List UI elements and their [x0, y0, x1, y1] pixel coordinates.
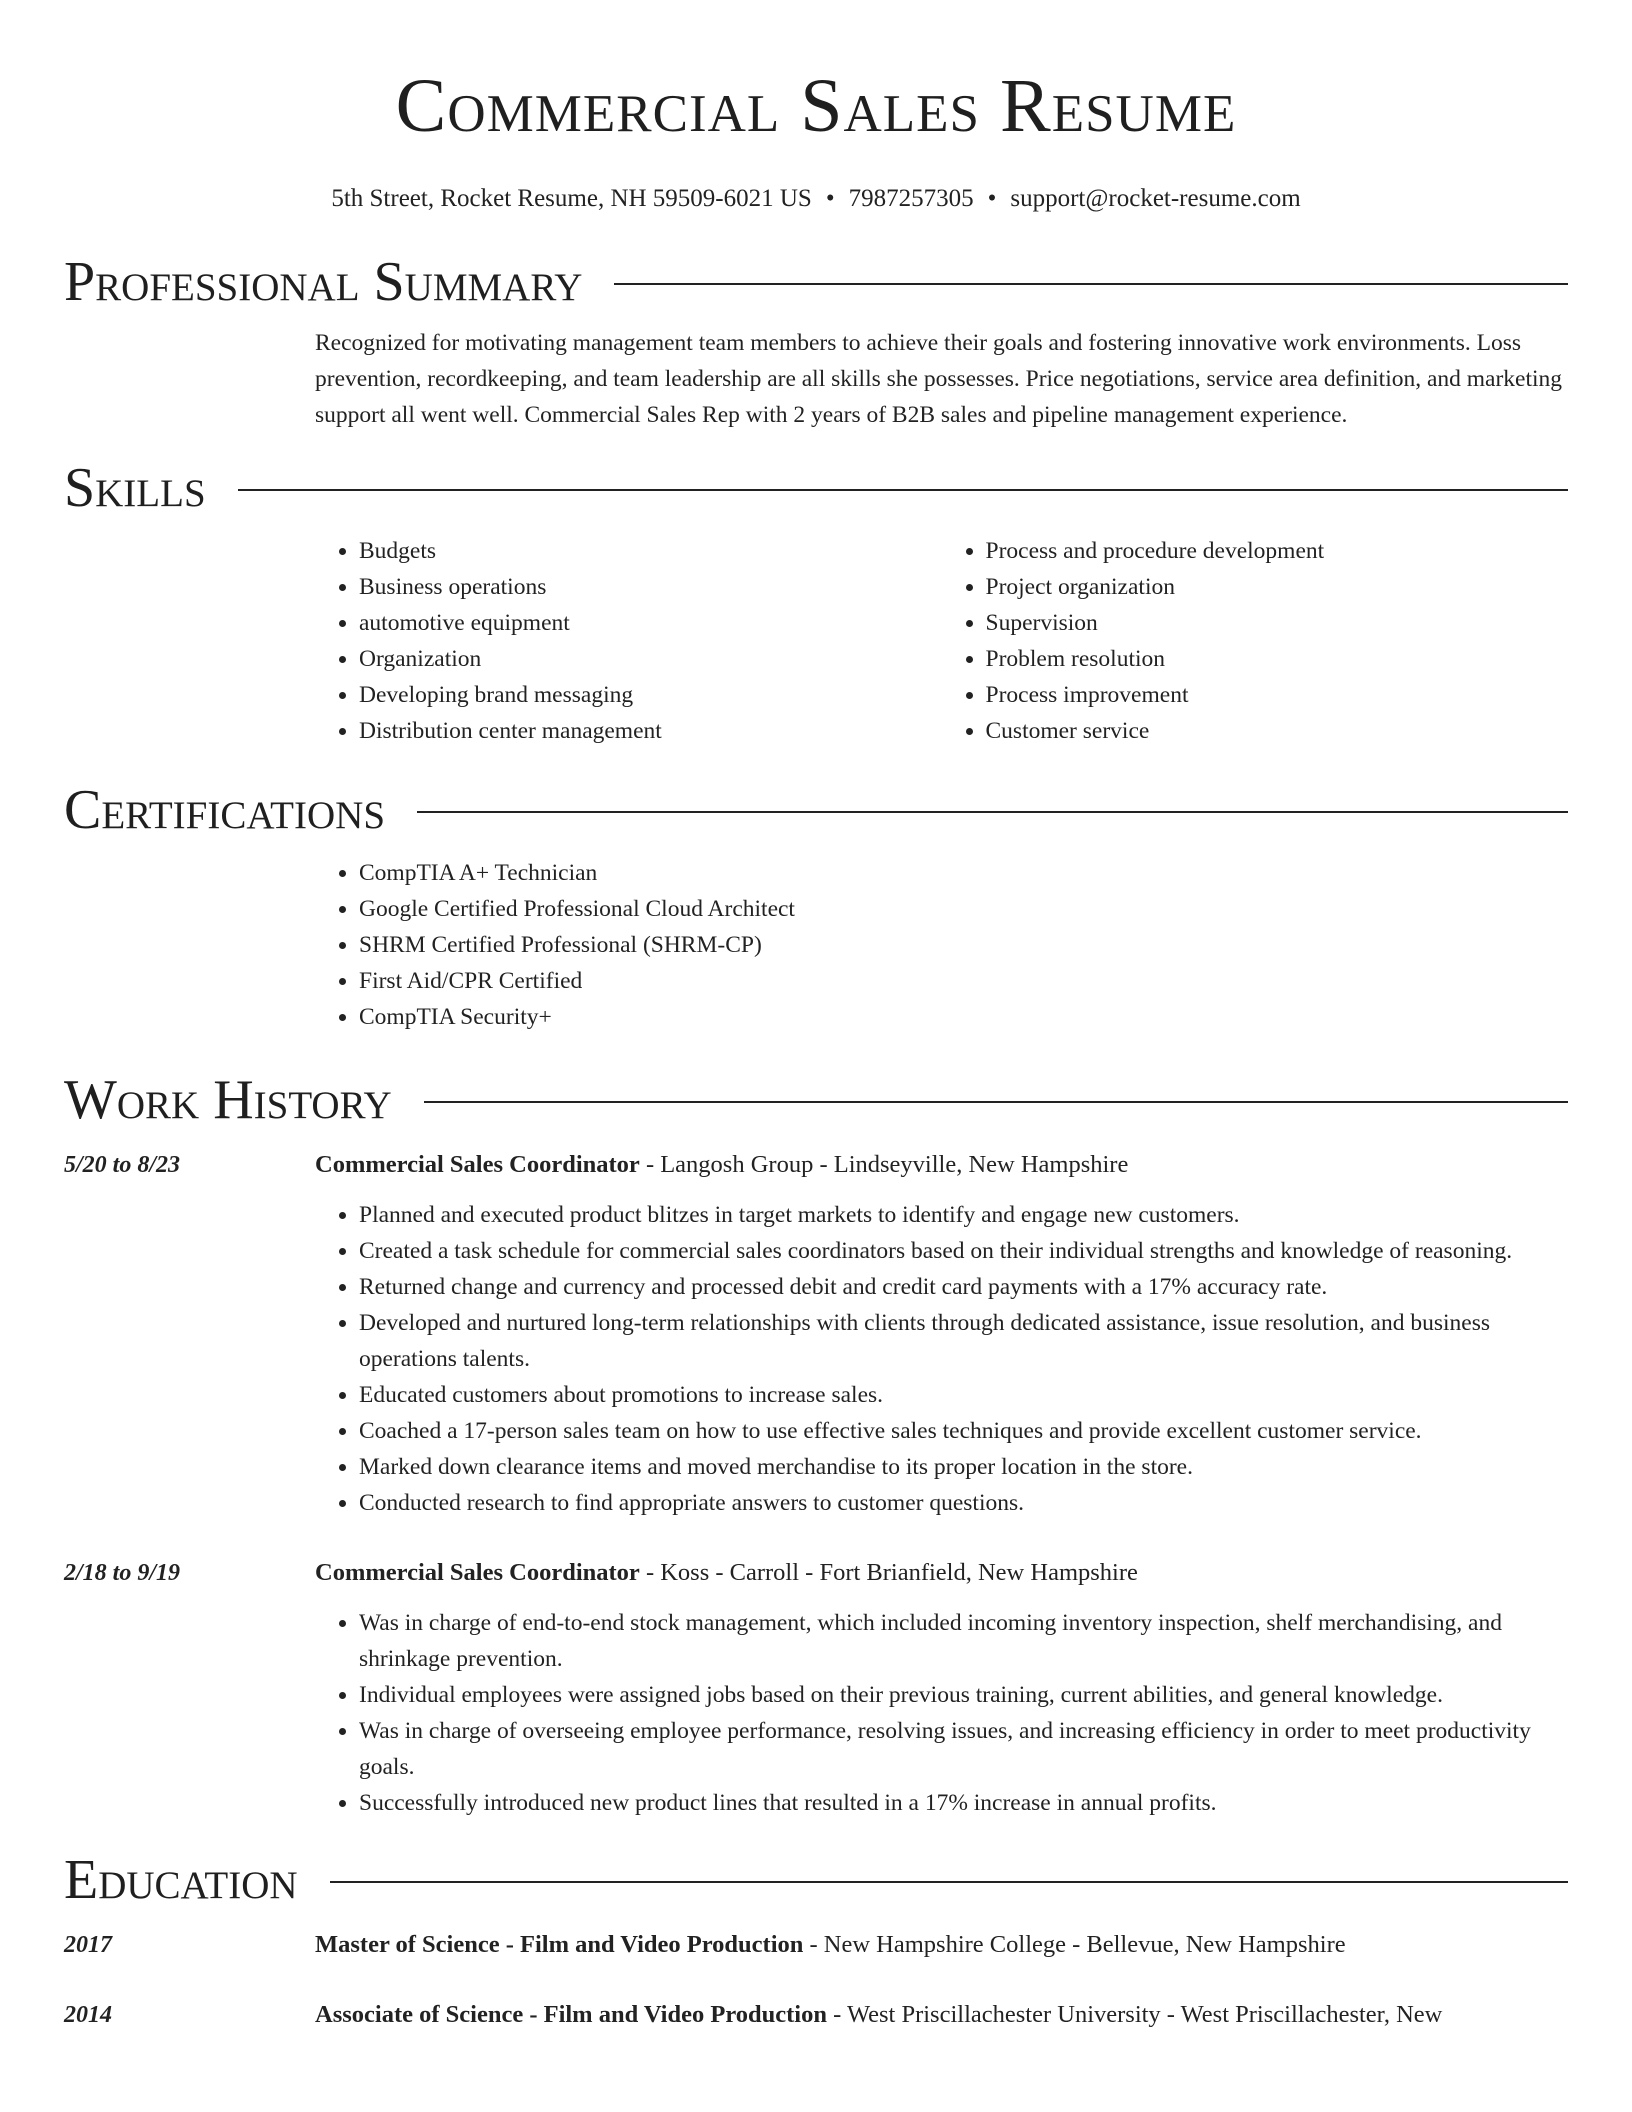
- work-history-section: [64, 1065, 1568, 1821]
- job-entry: [64, 1147, 1568, 1521]
- job-entry: [64, 1555, 1568, 1821]
- contact-separator: •: [825, 185, 835, 212]
- education-details: [315, 1927, 1568, 1963]
- contact-address: 5th Street, Rocket Resume, NH 59509-6021 US: [331, 185, 812, 212]
- job-role: Commercial Sales Coordinator: [315, 1559, 640, 1586]
- education-year: 2017: [64, 1932, 112, 1958]
- job-bullet: • Individual employees were assigned jobs based on their previous training, current abilities, and general knowledge.: [359, 1677, 1568, 1713]
- section-title: Professional Summary: [64, 251, 583, 313]
- summary-section: [64, 247, 1568, 433]
- job-bullet: • Developed and nurtured long-term relationships with clients through dedicated assistance, issue resolution, and business operations talents.: [359, 1305, 1568, 1377]
- education-year: 2014: [64, 2002, 112, 2028]
- section-title: Certifications: [64, 779, 386, 841]
- job-dates: 2/18 to 9/19: [64, 1560, 181, 1586]
- education-degree: Master of Science - Film and Video Production: [315, 1931, 804, 1958]
- education-school: - West Priscillachester University - West Priscillachester, New: [826, 2001, 1443, 2028]
- skill-item: • Budgets: [359, 533, 942, 569]
- job-bullets: [315, 1605, 1568, 1821]
- skills-section: [64, 453, 1568, 749]
- job-bullet: • Marked down clearance items and moved merchandise to its proper location in the store.: [359, 1449, 1568, 1485]
- education-degree: Associate of Science - Film and Video Production: [315, 2001, 827, 2028]
- job-bullet: • Planned and executed product blitzes in target markets to identify and engage new customers.: [359, 1197, 1568, 1233]
- certification-item: • Google Certified Professional Cloud Architect: [359, 891, 1568, 927]
- skill-item: • Process improvement: [986, 677, 1569, 713]
- certifications-section: [64, 775, 1568, 1035]
- education-details: [315, 1997, 1568, 2033]
- certifications-heading: [64, 775, 1568, 845]
- section-divider: [330, 1881, 1568, 1883]
- skill-item: • Process and procedure development: [986, 533, 1569, 569]
- skills-right-list: [942, 533, 1569, 749]
- certification-item: • SHRM Certified Professional (SHRM-CP): [359, 927, 1568, 963]
- contact-separator: •: [987, 185, 997, 212]
- job-details: [315, 1147, 1568, 1521]
- certification-item: • CompTIA Security+: [359, 999, 1568, 1035]
- summary-heading: [64, 247, 1568, 317]
- skills-columns: [315, 533, 1568, 749]
- skill-item: • Problem resolution: [986, 641, 1569, 677]
- job-bullet: • Educated customers about promotions to increase sales.: [359, 1377, 1568, 1413]
- job-bullet: • Coached a 17-person sales team on how to use effective sales techniques and provide excellent customer service.: [359, 1413, 1568, 1449]
- job-bullet: • Successfully introduced new product lines that resulted in a 17% increase in annual profits.: [359, 1785, 1568, 1821]
- job-bullets: [315, 1197, 1568, 1521]
- job-details: [315, 1555, 1568, 1821]
- skill-item: • Developing brand messaging: [359, 677, 942, 713]
- skills-left-list: [315, 533, 942, 749]
- skill-item: • Distribution center management: [359, 713, 942, 749]
- contact-email: support@rocket-resume.com: [1010, 185, 1301, 212]
- section-divider: [614, 283, 1568, 285]
- job-bullet: • Created a task schedule for commercial sales coordinators based on their individual strengths and knowledge of reasoning.: [359, 1233, 1568, 1269]
- job-header: [315, 1555, 1568, 1591]
- certification-item: • First Aid/CPR Certified: [359, 963, 1568, 999]
- job-employer: - Langosh Group - Lindseyville, New Hampshire: [639, 1151, 1129, 1178]
- job-role: Commercial Sales Coordinator: [315, 1151, 640, 1178]
- section-title: Education: [64, 1849, 298, 1911]
- job-header: [315, 1147, 1568, 1183]
- skill-item: • Organization: [359, 641, 942, 677]
- section-divider: [238, 489, 1568, 491]
- contact-line: [64, 184, 1568, 214]
- certifications-body: [315, 855, 1568, 1035]
- education-school: - New Hampshire College - Bellevue, New Hampshire: [803, 1931, 1346, 1958]
- skill-item: • Project organization: [986, 569, 1569, 605]
- job-dates: 5/20 to 8/23: [64, 1152, 181, 1178]
- job-bullet: • Was in charge of overseeing employee performance, resolving issues, and increasing efficiency in order to meet productivity goals.: [359, 1713, 1568, 1785]
- section-divider: [417, 811, 1568, 813]
- certification-item: • CompTIA A+ Technician: [359, 855, 1568, 891]
- section-title: Skills: [64, 457, 206, 519]
- summary-text: Recognized for motivating management team members to achieve their goals and fostering innovative work environments. Loss prevention, recordkeeping, and team leadership are all skills she possesses. Price negotiations, service area definition, and marketing support all went well. Commercial Sales Rep with 2 years of B2B sales and pipeline management experience.: [315, 330, 1563, 428]
- education-entry: [64, 1927, 1568, 1963]
- work-history-heading: [64, 1065, 1568, 1135]
- resume-page: [64, 0, 1568, 2033]
- skill-item: • Customer service: [986, 713, 1569, 749]
- contact-phone: 7987257305: [848, 185, 974, 212]
- section-divider: [424, 1101, 1568, 1103]
- education-entry: [64, 1997, 1568, 2033]
- skill-item: • automotive equipment: [359, 605, 942, 641]
- job-bullet: • Returned change and currency and processed debit and credit card payments with a 17% accuracy rate.: [359, 1269, 1568, 1305]
- certifications-list: [315, 855, 1568, 1035]
- skill-item: • Business operations: [359, 569, 942, 605]
- job-employer: - Koss - Carroll - Fort Brianfield, New Hampshire: [639, 1559, 1138, 1586]
- education-heading: [64, 1845, 1568, 1915]
- job-bullet: • Conducted research to find appropriate answers to customer questions.: [359, 1485, 1568, 1521]
- section-title: Work History: [64, 1069, 392, 1131]
- skill-item: • Supervision: [986, 605, 1569, 641]
- job-bullet: • Was in charge of end-to-end stock management, which included incoming inventory inspection, shelf merchandising, and shrinkage prevention.: [359, 1605, 1568, 1677]
- resume-title: Commercial Sales Resume: [395, 64, 1237, 148]
- skills-heading: [64, 453, 1568, 523]
- education-section: [64, 1845, 1568, 2033]
